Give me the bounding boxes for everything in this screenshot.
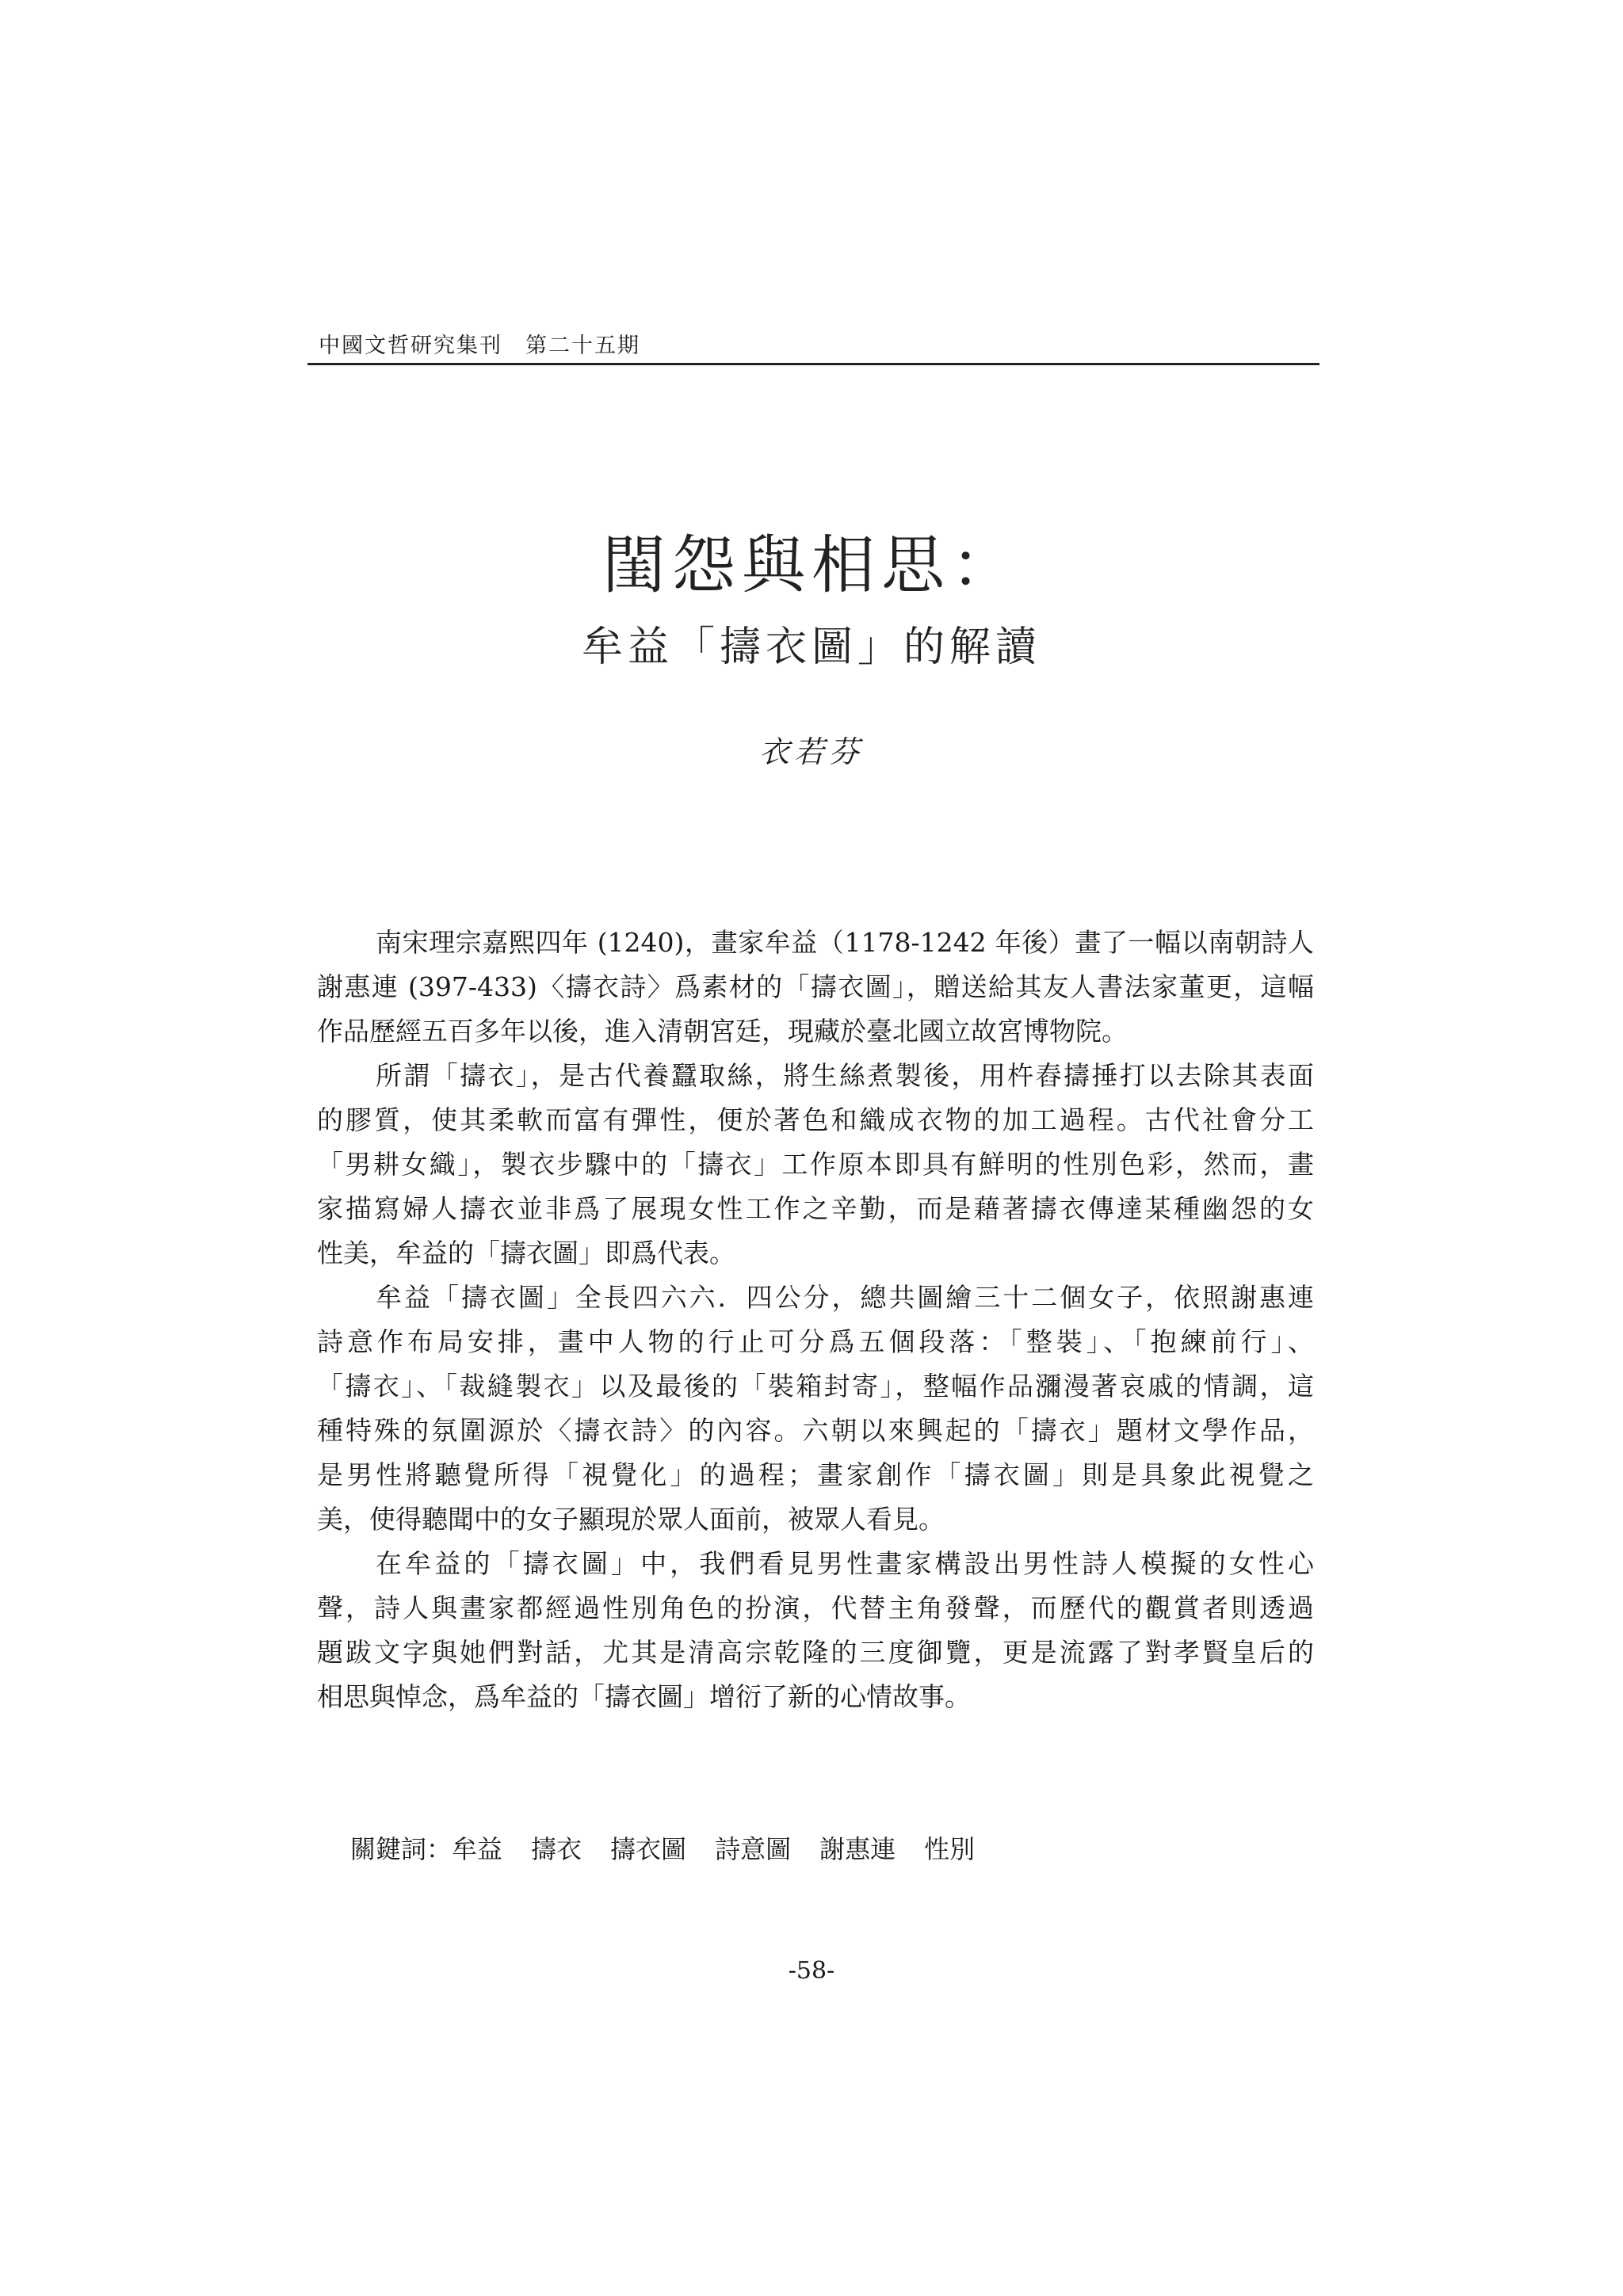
page-number: -58- (788, 1957, 835, 1985)
keywords (350, 1827, 1003, 1871)
abstract-line: 家描寫婦人擣衣並非爲了展現女性工作之辛勤，而是藉著擣衣傳達某種幽怨的女 (317, 1193, 1314, 1224)
abstract-line: 「擣衣」、「裁縫製衣」以及最後的「裝箱封寄」，整幅作品瀰漫著哀戚的情調，這 (317, 1371, 1314, 1402)
abstract-line: 牟益「擣衣圖」全長四六六．四公分，總共圖繪三十二個女子，依照謝惠連 (376, 1282, 1314, 1313)
keyword: 性別 (924, 1834, 976, 1864)
abstract-line: 是男性將聽覺所得「視覺化」的過程；畫家創作「擣衣圖」則是具象此視覺之 (317, 1459, 1314, 1490)
journal-title: 中國文哲研究集刊 第二十五期 (319, 334, 640, 358)
abstract (317, 921, 1314, 1719)
abstract-line: 南宋理宗嘉熙四年 (1240)，畫家牟益（1178-1242 年後）畫了一幅以南朝詩人 (376, 927, 1314, 958)
running-head (307, 328, 1319, 365)
keyword: 牟益 (452, 1834, 503, 1864)
abstract-line: 性美，牟益的「擣衣圖」即爲代表。 (317, 1238, 735, 1268)
keyword: 擣衣 (531, 1834, 582, 1864)
abstract-line: 謝惠連 (397-433)〈擣衣詩〉爲素材的「擣衣圖」，贈送給其友人書法家董更，這幅 (317, 971, 1314, 1002)
author-name: 衣若芬 (758, 734, 864, 769)
keyword: 謝惠連 (819, 1834, 896, 1864)
abstract-line: 「男耕女織」，製衣步驟中的「擣衣」工作原本即具有鮮明的性別色彩，然而，畫 (317, 1149, 1314, 1180)
article-subtitle: 牟益「擣衣圖」的解讀 (581, 624, 1041, 671)
keyword: 擣衣圖 (610, 1834, 687, 1864)
abstract-line: 相思與悼念，爲牟益的「擣衣圖」增衍了新的心情故事。 (317, 1681, 971, 1712)
keywords-label: 關鍵詞： (350, 1834, 453, 1864)
abstract-line: 題跋文字與她們對話，尤其是清高宗乾隆的三度御覽，更是流露了對孝賢皇后的 (317, 1637, 1314, 1668)
abstract-line: 種特殊的氛圍源於〈擣衣詩〉的內容。六朝以來興起的「擣衣」題材文學作品， (317, 1415, 1314, 1446)
abstract-line: 美，使得聽聞中的女子顯現於眾人面前，被眾人看見。 (317, 1504, 945, 1535)
abstract-line: 的膠質，使其柔軟而富有彈性，便於著色和織成衣物的加工過程。古代社會分工 (317, 1104, 1314, 1135)
abstract-line: 所謂「擣衣」，是古代養蠶取絲，將生絲煮製後，用杵舂擣捶打以去除其表面 (376, 1060, 1314, 1091)
keyword: 詩意圖 (715, 1834, 792, 1864)
abstract-line: 詩意作布局安排，畫中人物的行止可分爲五個段落：「整裝」、「抱練前行」、 (317, 1326, 1314, 1357)
abstract-line: 在牟益的「擣衣圖」中，我們看見男性畫家構設出男性詩人模擬的女性心 (376, 1548, 1314, 1579)
article-title: 閨怨與相思： (602, 528, 1021, 602)
abstract-line: 聲，詩人與畫家都經過性別角色的扮演，代替主角發聲，而歷代的觀賞者則透過 (317, 1592, 1314, 1623)
abstract-line: 作品歷經五百多年以後，進入清朝宮廷，現藏於臺北國立故宮博物院。 (317, 1016, 1128, 1047)
